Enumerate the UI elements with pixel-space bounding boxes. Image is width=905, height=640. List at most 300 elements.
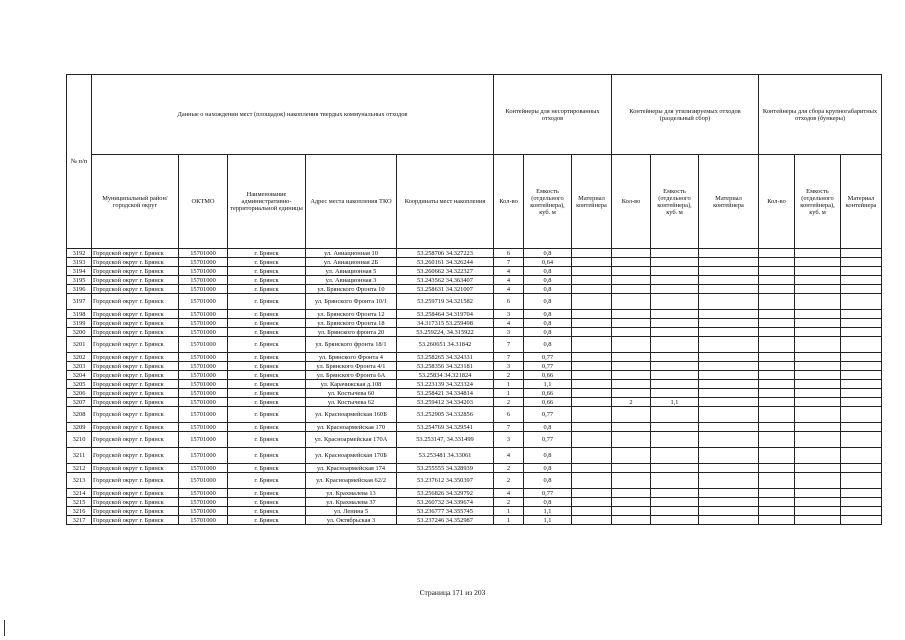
cell-sorted-qty — [612, 337, 651, 353]
cell-municipality: Городской округ г. Брянск — [92, 285, 179, 294]
cell-sorted-material — [699, 294, 759, 310]
cell-unsorted-qty: 3 — [494, 310, 524, 319]
cell-sorted-material — [699, 285, 759, 294]
cell-bulky-material — [841, 328, 882, 337]
cell-row-number: 3197 — [67, 294, 92, 310]
cell-oktmo: 15701000 — [179, 448, 228, 464]
cell-sorted-capacity — [651, 389, 699, 398]
cell-coordinates: 53.253481 34.33061 — [397, 448, 494, 464]
cell-sorted-material — [699, 407, 759, 423]
cell-row-number: 3208 — [67, 407, 92, 423]
cell-sorted-material — [699, 516, 759, 525]
waste-sites-table — [66, 74, 882, 525]
cell-unsorted-material — [572, 353, 612, 362]
cell-row-number: 3215 — [67, 498, 92, 507]
cell-address: ул. Брянского Фронта 18 — [306, 319, 397, 328]
cell-municipality: Городской округ г. Брянск — [92, 423, 179, 432]
cell-sorted-capacity — [651, 276, 699, 285]
cell-municipality: Городской округ г. Брянск — [92, 276, 179, 285]
cell-row-number: 3207 — [67, 398, 92, 407]
cell-sorted-capacity — [651, 489, 699, 498]
cell-municipality: Городской округ г. Брянск — [92, 328, 179, 337]
cell-sorted-qty — [612, 498, 651, 507]
cell-unsorted-material — [572, 448, 612, 464]
cell-sorted-qty — [612, 432, 651, 448]
cell-address: ул. Красноармейская 160Б — [306, 407, 397, 423]
cell-admin-unit: г. Брянск — [228, 489, 306, 498]
cell-unsorted-capacity: 0,66 — [524, 389, 572, 398]
cell-address: ул. Брянского Фронта 6А — [306, 371, 397, 380]
header-oktmo: ОКТМО — [179, 155, 228, 249]
cell-bulky-material — [841, 310, 882, 319]
cell-row-number: 3217 — [67, 516, 92, 525]
table-row — [67, 319, 882, 328]
cell-bulky-capacity — [795, 362, 841, 371]
cell-unsorted-material — [572, 507, 612, 516]
cell-bulky-capacity — [795, 423, 841, 432]
cell-unsorted-qty: 7 — [494, 353, 524, 362]
cell-admin-unit: г. Брянск — [228, 353, 306, 362]
cell-sorted-capacity — [651, 319, 699, 328]
table-row — [67, 398, 882, 407]
cell-bulky-qty — [759, 498, 795, 507]
cell-bulky-capacity — [795, 389, 841, 398]
cell-sorted-material — [699, 371, 759, 380]
cell-coordinates: 34.317315 53.259498 — [397, 319, 494, 328]
cell-bulky-qty — [759, 507, 795, 516]
cell-unsorted-material — [572, 310, 612, 319]
cell-bulky-material — [841, 362, 882, 371]
cell-bulky-capacity — [795, 448, 841, 464]
cell-bulky-qty — [759, 407, 795, 423]
cell-oktmo: 15701000 — [179, 432, 228, 448]
cell-bulky-capacity — [795, 380, 841, 389]
cell-municipality: Городской округ г. Брянск — [92, 389, 179, 398]
cell-oktmo: 15701000 — [179, 380, 228, 389]
cell-bulky-capacity — [795, 328, 841, 337]
cell-bulky-capacity — [795, 276, 841, 285]
page-number: Страница 171 из 203 — [419, 588, 486, 597]
cell-bulky-capacity — [795, 267, 841, 276]
cell-admin-unit: г. Брянск — [228, 423, 306, 432]
cell-unsorted-material — [572, 249, 612, 258]
cell-address: ул. Авиационная 10 — [306, 249, 397, 258]
cell-sorted-material — [699, 362, 759, 371]
cell-unsorted-material — [572, 258, 612, 267]
cell-bulky-qty — [759, 276, 795, 285]
cell-sorted-capacity — [651, 328, 699, 337]
cell-bulky-capacity — [795, 489, 841, 498]
cell-oktmo: 15701000 — [179, 267, 228, 276]
cell-unsorted-qty: 4 — [494, 489, 524, 498]
cell-admin-unit: г. Брянск — [228, 432, 306, 448]
cell-coordinates: 53.259719 34.321582 — [397, 294, 494, 310]
cell-sorted-capacity — [651, 498, 699, 507]
cell-unsorted-qty: 4 — [494, 285, 524, 294]
cell-unsorted-qty: 4 — [494, 276, 524, 285]
cell-sorted-qty — [612, 464, 651, 473]
cell-coordinates: 53.260732 34.339674 — [397, 498, 494, 507]
cell-sorted-material — [699, 328, 759, 337]
cell-sorted-qty — [612, 507, 651, 516]
cell-unsorted-qty: 6 — [494, 249, 524, 258]
header-municipality: Муниципальный район/городской округ — [92, 155, 179, 249]
cell-address: ул. Крахмалева 37 — [306, 498, 397, 507]
cell-admin-unit: г. Брянск — [228, 498, 306, 507]
header-sorted-capacity: Емкость (отдельного контейнера), куб. м — [651, 155, 699, 249]
header-row-number: № п/п — [67, 75, 92, 249]
cell-oktmo: 15701000 — [179, 353, 228, 362]
cell-municipality: Городской округ г. Брянск — [92, 407, 179, 423]
cell-sorted-capacity — [651, 371, 699, 380]
cell-bulky-qty — [759, 319, 795, 328]
cell-row-number: 3203 — [67, 362, 92, 371]
cell-coordinates: 53.258421 34.334814 — [397, 389, 494, 398]
cell-sorted-material — [699, 432, 759, 448]
cell-address: ул. Брянского Фронта 4 — [306, 353, 397, 362]
cell-admin-unit: г. Брянск — [228, 362, 306, 371]
cell-sorted-capacity — [651, 432, 699, 448]
cell-address: ул. Брянского Фронта 4/1 — [306, 362, 397, 371]
cell-row-number: 3198 — [67, 310, 92, 319]
cell-sorted-capacity — [651, 407, 699, 423]
cell-municipality: Городской округ г. Брянск — [92, 310, 179, 319]
table-row — [67, 432, 882, 448]
cell-bulky-qty — [759, 337, 795, 353]
cell-sorted-material — [699, 380, 759, 389]
cell-municipality: Городской округ г. Брянск — [92, 448, 179, 464]
cell-row-number: 3213 — [67, 473, 92, 489]
table-row — [67, 328, 882, 337]
cell-address: ул. Брянского фронта 18/1 — [306, 337, 397, 353]
cell-bulky-material — [841, 489, 882, 498]
cell-sorted-capacity — [651, 448, 699, 464]
cell-municipality: Городской округ г. Брянск — [92, 380, 179, 389]
cell-bulky-capacity — [795, 407, 841, 423]
cell-coordinates: 53.258706 34.327223 — [397, 249, 494, 258]
cell-sorted-capacity — [651, 380, 699, 389]
cell-oktmo: 15701000 — [179, 319, 228, 328]
cell-sorted-material — [699, 473, 759, 489]
cell-sorted-material — [699, 258, 759, 267]
cell-oktmo: 15701000 — [179, 276, 228, 285]
cell-bulky-capacity — [795, 337, 841, 353]
cell-unsorted-material — [572, 371, 612, 380]
cell-sorted-qty — [612, 371, 651, 380]
cell-unsorted-material — [572, 362, 612, 371]
cell-oktmo: 15701000 — [179, 258, 228, 267]
cell-unsorted-capacity: 0,77 — [524, 432, 572, 448]
cell-bulky-qty — [759, 432, 795, 448]
cell-bulky-qty — [759, 353, 795, 362]
cell-unsorted-capacity: 0,8 — [524, 294, 572, 310]
cell-row-number: 3216 — [67, 507, 92, 516]
cell-sorted-qty — [612, 380, 651, 389]
cell-unsorted-capacity: 0,8 — [524, 285, 572, 294]
cell-row-number: 3200 — [67, 328, 92, 337]
cell-sorted-qty — [612, 473, 651, 489]
header-containers-sorted: Контейнеры для утилизируемых отходов (раздельный сбор) — [612, 75, 759, 155]
cell-sorted-capacity — [651, 464, 699, 473]
header-unsorted-qty: Кол-во — [494, 155, 524, 249]
cell-address: ул. Брянского Фронта 10/1 — [306, 294, 397, 310]
cell-admin-unit: г. Брянск — [228, 473, 306, 489]
cell-address: ул. Красноармейская 170А — [306, 432, 397, 448]
cell-admin-unit: г. Брянск — [228, 328, 306, 337]
cell-bulky-qty — [759, 328, 795, 337]
cell-bulky-material — [841, 507, 882, 516]
cell-unsorted-capacity: 1,1 — [524, 507, 572, 516]
cell-bulky-qty — [759, 310, 795, 319]
cell-coordinates: 53.260651 34.31842 — [397, 337, 494, 353]
cell-unsorted-material — [572, 489, 612, 498]
cell-sorted-qty — [612, 258, 651, 267]
cell-sorted-qty — [612, 353, 651, 362]
header-sorted-qty: Кол-во — [612, 155, 651, 249]
cell-municipality: Городской округ г. Брянск — [92, 353, 179, 362]
cell-bulky-capacity — [795, 398, 841, 407]
cell-sorted-capacity — [651, 285, 699, 294]
cell-municipality: Городской округ г. Брянск — [92, 507, 179, 516]
cell-coordinates: 53.237612 34.350397 — [397, 473, 494, 489]
cell-address: ул. Ленина 5 — [306, 507, 397, 516]
cell-unsorted-qty: 1 — [494, 389, 524, 398]
cell-sorted-capacity — [651, 473, 699, 489]
cell-unsorted-qty: 4 — [494, 319, 524, 328]
cell-coordinates: 53.255555 34.328939 — [397, 464, 494, 473]
cell-coordinates: 53.254769 34.329541 — [397, 423, 494, 432]
cell-address: ул. Карачижская д.108 — [306, 380, 397, 389]
table-row — [67, 310, 882, 319]
cell-address: ул. Крахмалева 13 — [306, 489, 397, 498]
cell-oktmo: 15701000 — [179, 489, 228, 498]
header-location-group: Данные о нахождении мест (площадок) накопления твердых коммунальных отходов — [92, 75, 494, 155]
cell-sorted-capacity — [651, 267, 699, 276]
table-row — [67, 353, 882, 362]
cell-bulky-qty — [759, 294, 795, 310]
cell-sorted-qty — [612, 423, 651, 432]
cell-unsorted-material — [572, 432, 612, 448]
table-row — [67, 276, 882, 285]
cell-coordinates: 53.260161 34.326244 — [397, 258, 494, 267]
cell-bulky-capacity — [795, 464, 841, 473]
cell-address: ул. Брянского фронта 20 — [306, 328, 397, 337]
cell-unsorted-qty: 1 — [494, 507, 524, 516]
cell-bulky-capacity — [795, 285, 841, 294]
cell-unsorted-material — [572, 276, 612, 285]
cell-oktmo: 15701000 — [179, 473, 228, 489]
table-body — [67, 249, 882, 525]
cell-sorted-capacity — [651, 353, 699, 362]
cell-bulky-material — [841, 448, 882, 464]
header-unsorted-capacity: Емкость (отдельного контейнера), куб. м — [524, 155, 572, 249]
cell-unsorted-capacity: 0,77 — [524, 407, 572, 423]
cell-coordinates: 53.25834 34.321824 — [397, 371, 494, 380]
cell-unsorted-capacity: 0,8 — [524, 249, 572, 258]
cell-unsorted-capacity: 0,77 — [524, 362, 572, 371]
cell-sorted-capacity — [651, 310, 699, 319]
cell-coordinates: 53.243562 34.363407 — [397, 276, 494, 285]
cell-bulky-qty — [759, 380, 795, 389]
cell-sorted-capacity — [651, 362, 699, 371]
cell-municipality: Городской округ г. Брянск — [92, 319, 179, 328]
cell-admin-unit: г. Брянск — [228, 258, 306, 267]
cell-unsorted-qty: 7 — [494, 258, 524, 267]
cell-bulky-material — [841, 267, 882, 276]
cell-bulky-capacity — [795, 258, 841, 267]
cell-address: ул. Костычева 60 — [306, 389, 397, 398]
cell-bulky-capacity — [795, 498, 841, 507]
cell-unsorted-qty: 4 — [494, 448, 524, 464]
cell-municipality: Городской округ г. Брянск — [92, 249, 179, 258]
cell-sorted-qty — [612, 448, 651, 464]
header-address: Адрес места накопления ТКО — [306, 155, 397, 249]
cell-sorted-qty — [612, 249, 651, 258]
cell-unsorted-material — [572, 337, 612, 353]
cell-unsorted-capacity: 0,77 — [524, 353, 572, 362]
cell-sorted-qty — [612, 285, 651, 294]
cell-bulky-material — [841, 353, 882, 362]
cell-sorted-capacity — [651, 516, 699, 525]
cell-sorted-capacity — [651, 294, 699, 310]
cell-bulky-capacity — [795, 319, 841, 328]
cell-coordinates: 53.252905 34.332856 — [397, 407, 494, 423]
table-row — [67, 371, 882, 380]
cell-unsorted-capacity: 0,77 — [524, 489, 572, 498]
cell-bulky-material — [841, 407, 882, 423]
cell-bulky-qty — [759, 249, 795, 258]
cell-sorted-qty — [612, 407, 651, 423]
cell-unsorted-qty: 2 — [494, 498, 524, 507]
table-row — [67, 362, 882, 371]
cell-unsorted-capacity: 0,8 — [524, 473, 572, 489]
cell-unsorted-material — [572, 498, 612, 507]
cell-oktmo: 15701000 — [179, 398, 228, 407]
cell-address: ул. Авиационная 5 — [306, 267, 397, 276]
table-row — [67, 507, 882, 516]
cell-unsorted-capacity: 0,66 — [524, 398, 572, 407]
cell-sorted-material — [699, 489, 759, 498]
cell-bulky-capacity — [795, 310, 841, 319]
cell-unsorted-qty: 6 — [494, 407, 524, 423]
cell-municipality: Городской округ г. Брянск — [92, 294, 179, 310]
cell-coordinates: 53.258464 34.319704 — [397, 310, 494, 319]
cell-sorted-qty — [612, 362, 651, 371]
cell-coordinates: 53.260662 34.322327 — [397, 267, 494, 276]
cell-municipality: Городской округ г. Брянск — [92, 362, 179, 371]
cell-row-number: 3209 — [67, 423, 92, 432]
cell-row-number: 3202 — [67, 353, 92, 362]
cell-bulky-capacity — [795, 371, 841, 380]
cell-unsorted-capacity: 0,8 — [524, 423, 572, 432]
cell-address: ул. Красноармейская 170 — [306, 423, 397, 432]
cell-bulky-qty — [759, 362, 795, 371]
cell-sorted-qty: 2 — [612, 398, 651, 407]
cell-bulky-material — [841, 294, 882, 310]
table-row — [67, 498, 882, 507]
cell-address: ул. Красноармейская 62/2 — [306, 473, 397, 489]
cell-row-number: 3194 — [67, 267, 92, 276]
cell-unsorted-capacity: 0,8 — [524, 328, 572, 337]
cell-oktmo: 15701000 — [179, 498, 228, 507]
cell-admin-unit: г. Брянск — [228, 276, 306, 285]
cell-unsorted-qty: 2 — [494, 371, 524, 380]
cell-oktmo: 15701000 — [179, 294, 228, 310]
cell-bulky-capacity — [795, 473, 841, 489]
cell-sorted-qty — [612, 516, 651, 525]
cell-unsorted-material — [572, 285, 612, 294]
cell-row-number: 3193 — [67, 258, 92, 267]
cell-coordinates: 53.256826 34.329792 — [397, 489, 494, 498]
table-row — [67, 337, 882, 353]
cell-admin-unit: г. Брянск — [228, 516, 306, 525]
table-row — [67, 389, 882, 398]
cell-municipality: Городской округ г. Брянск — [92, 498, 179, 507]
cell-row-number: 3212 — [67, 464, 92, 473]
cell-bulky-material — [841, 432, 882, 448]
cell-address: ул. Октябрьская 3 — [306, 516, 397, 525]
table-row — [67, 258, 882, 267]
cell-bulky-material — [841, 258, 882, 267]
cell-bulky-qty — [759, 258, 795, 267]
cell-unsorted-material — [572, 473, 612, 489]
cell-admin-unit: г. Брянск — [228, 267, 306, 276]
cell-sorted-qty — [612, 310, 651, 319]
cell-coordinates: 53.258631 34.321007 — [397, 285, 494, 294]
cell-oktmo: 15701000 — [179, 337, 228, 353]
cell-address: ул. Брянского Фронта 12 — [306, 310, 397, 319]
cell-unsorted-material — [572, 389, 612, 398]
cell-bulky-qty — [759, 423, 795, 432]
cell-sorted-qty — [612, 489, 651, 498]
table-row — [67, 285, 882, 294]
cell-municipality: Городской округ г. Брянск — [92, 473, 179, 489]
cell-bulky-qty — [759, 389, 795, 398]
cell-unsorted-qty: 3 — [494, 328, 524, 337]
cell-municipality: Городской округ г. Брянск — [92, 489, 179, 498]
cell-unsorted-capacity: 0,8 — [524, 464, 572, 473]
header-bulky-qty: Кол-во — [759, 155, 795, 249]
cell-sorted-capacity — [651, 249, 699, 258]
cell-admin-unit: г. Брянск — [228, 371, 306, 380]
cell-municipality: Городской округ г. Брянск — [92, 516, 179, 525]
cell-row-number: 3206 — [67, 389, 92, 398]
cell-coordinates: 53.259412 34.334203 — [397, 398, 494, 407]
cell-unsorted-material — [572, 423, 612, 432]
cell-bulky-material — [841, 371, 882, 380]
cell-bulky-qty — [759, 371, 795, 380]
cell-admin-unit: г. Брянск — [228, 398, 306, 407]
cell-unsorted-material — [572, 267, 612, 276]
cell-unsorted-capacity: 0,66 — [524, 371, 572, 380]
cell-oktmo: 15701000 — [179, 249, 228, 258]
cell-row-number: 3211 — [67, 448, 92, 464]
cell-bulky-capacity — [795, 353, 841, 362]
cell-address: ул. Брянского Фронта 10 — [306, 285, 397, 294]
table-row — [67, 267, 882, 276]
cell-unsorted-material — [572, 319, 612, 328]
cell-unsorted-qty: 1 — [494, 380, 524, 389]
cell-unsorted-qty: 2 — [494, 473, 524, 489]
cell-sorted-capacity — [651, 507, 699, 516]
cell-oktmo: 15701000 — [179, 464, 228, 473]
table-row — [67, 294, 882, 310]
header-unsorted-material: Материал контейнера — [572, 155, 612, 249]
header-coordinates: Координаты мест накопления — [397, 155, 494, 249]
cell-bulky-material — [841, 337, 882, 353]
header-admin-unit: Наименование административно-территориальной единицы — [228, 155, 306, 249]
cell-bulky-material — [841, 285, 882, 294]
